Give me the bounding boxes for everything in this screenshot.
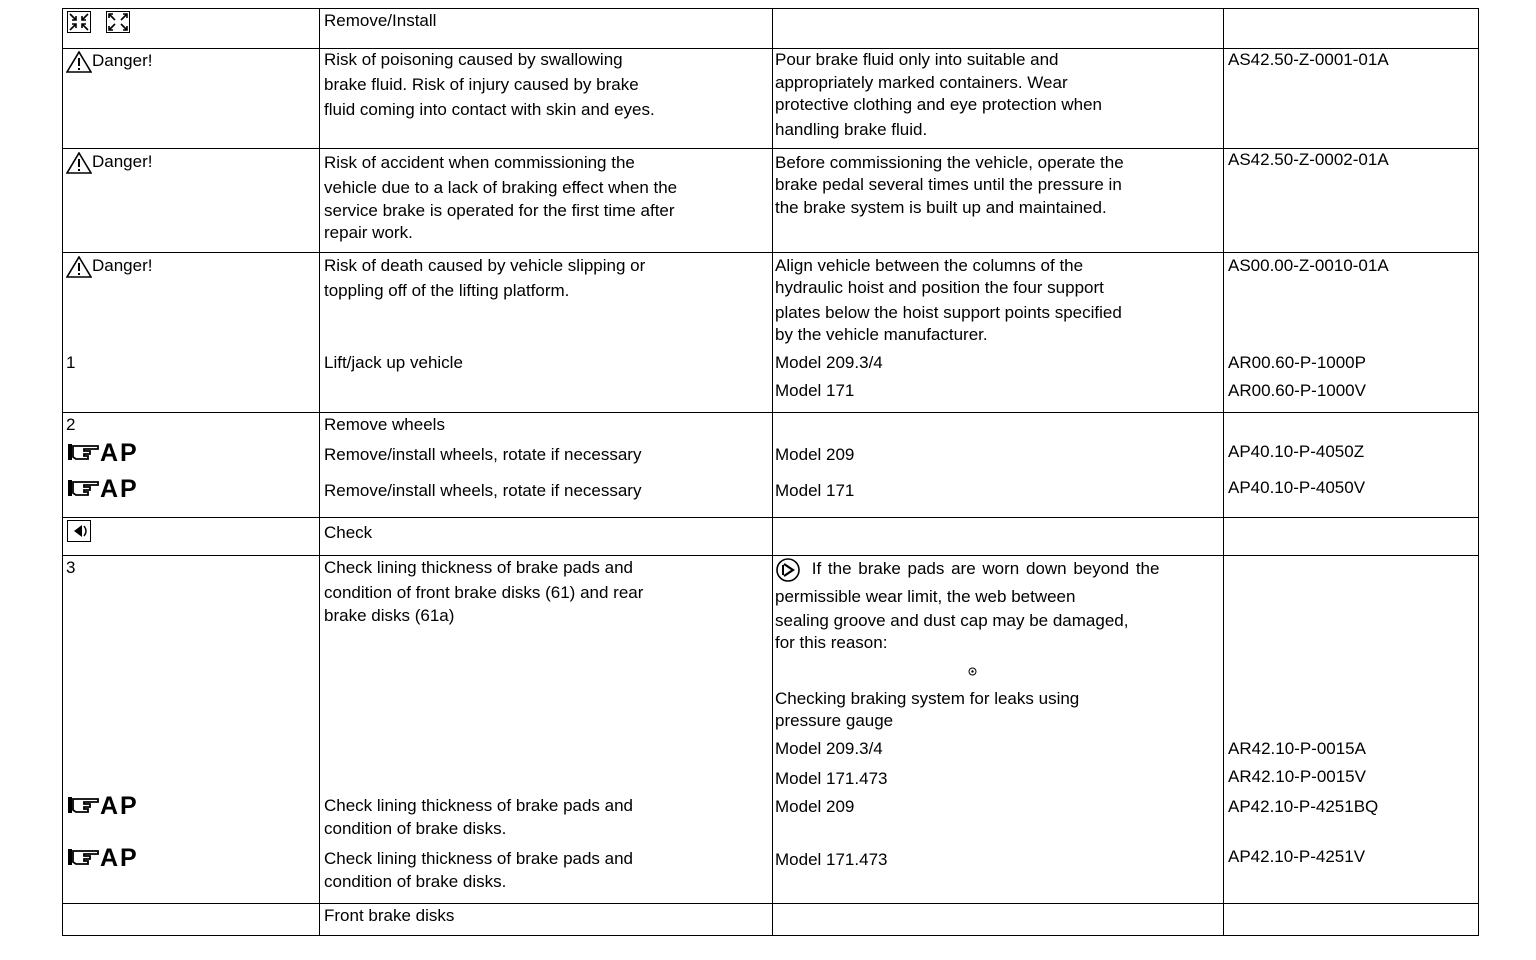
measure-text-line: plates below the hoist support points specified bbox=[775, 303, 1122, 322]
risk-text-line: Risk of accident when commissioning the bbox=[324, 153, 635, 172]
risk-text-line: fluid coming into contact with skin and eyes. bbox=[324, 100, 655, 119]
warning-triangle-icon bbox=[66, 256, 92, 278]
table-row-danger-death bbox=[62, 252, 1479, 412]
reference-link[interactable]: AR00.60-P-1000P bbox=[1228, 353, 1366, 372]
section-heading: Front brake disks bbox=[324, 906, 455, 925]
ap-label: AP bbox=[100, 439, 139, 467]
table-row-remove-install bbox=[62, 8, 1479, 48]
table-row-danger-accident bbox=[62, 148, 1479, 252]
warning-triangle-icon bbox=[66, 152, 92, 174]
reference-link[interactable]: AR00.60-P-1000V bbox=[1228, 381, 1366, 400]
ap-task-text: Check lining thickness of brake pads and bbox=[324, 796, 634, 815]
ap-task-text: Remove/install wheels, rotate if necessary bbox=[324, 445, 642, 464]
model-label: Model 209.3/4 bbox=[775, 353, 883, 372]
measure-text-line: by the vehicle manufacturer. bbox=[775, 325, 988, 344]
step-number: 2 bbox=[66, 415, 76, 434]
pointing-hand-icon bbox=[66, 793, 100, 817]
section-heading: Check bbox=[324, 523, 373, 542]
model-label: Model 209 bbox=[775, 797, 855, 816]
pointing-hand-icon bbox=[66, 845, 100, 869]
step-text: Lift/jack up vehicle bbox=[324, 353, 463, 372]
warning-triangle-icon bbox=[66, 51, 92, 73]
danger-label: Danger! bbox=[92, 152, 153, 171]
ap-task-text: condition of brake disks. bbox=[324, 872, 507, 891]
table-row-remove-wheels bbox=[62, 412, 1479, 517]
risk-text-line: toppling off of the lifting platform. bbox=[324, 281, 570, 300]
check-icon bbox=[67, 520, 91, 542]
reference-link[interactable]: AS00.00-Z-0010-01A bbox=[1228, 256, 1389, 275]
risk-text-line: service brake is operated for the first time after bbox=[324, 201, 675, 220]
model-label: Model 209.3/4 bbox=[775, 739, 883, 758]
measure-text-line: Align vehicle between the columns of the bbox=[775, 256, 1084, 275]
model-label: Model 209 bbox=[775, 445, 855, 464]
model-label: Model 171.473 bbox=[775, 769, 888, 788]
pointing-hand-icon bbox=[66, 440, 100, 464]
risk-text-line: repair work. bbox=[324, 223, 413, 242]
ap-label: AP bbox=[100, 475, 139, 503]
note-text-line: for this reason: bbox=[775, 633, 888, 652]
leak-check-line: pressure gauge bbox=[775, 711, 894, 730]
section-heading: Remove/Install bbox=[324, 11, 437, 30]
risk-text-line: Risk of death caused by vehicle slipping or bbox=[324, 256, 646, 275]
table-row-check-lining bbox=[62, 555, 1479, 903]
ap-label: AP bbox=[100, 844, 139, 872]
reference-link[interactable]: AR42.10-P-0015A bbox=[1228, 739, 1366, 758]
risk-text-line: vehicle due to a lack of braking effect when the bbox=[324, 178, 678, 197]
note-text-line: If the brake pads are worn down beyond the bbox=[811, 559, 1160, 579]
table-row-danger-poisoning bbox=[62, 48, 1479, 148]
note-text-line: permissible wear limit, the web between bbox=[775, 587, 1076, 606]
step-number: 3 bbox=[66, 558, 76, 577]
measure-text-line: brake pedal several times until the pressure in bbox=[775, 175, 1122, 194]
step-text-line: brake disks (61a) bbox=[324, 606, 455, 625]
danger-label: Danger! bbox=[92, 51, 153, 70]
step-text-line: Check lining thickness of brake pads and bbox=[324, 558, 634, 577]
table-row-front-brake-disks bbox=[62, 903, 1479, 936]
reference-link[interactable]: AP40.10-P-4050V bbox=[1228, 478, 1366, 497]
ap-task-text: Remove/install wheels, rotate if necessary bbox=[324, 481, 642, 500]
measure-text-line: Before commissioning the vehicle, operate the bbox=[775, 153, 1124, 172]
reference-link[interactable]: AS42.50-Z-0002-01A bbox=[1228, 150, 1389, 169]
small-gear-icon bbox=[968, 667, 977, 676]
reference-link[interactable]: AP42.10-P-4251V bbox=[1228, 847, 1366, 866]
note-text-line: sealing groove and dust cap may be damaged, bbox=[775, 611, 1129, 630]
risk-text-line: brake fluid. Risk of injury caused by brake bbox=[324, 75, 639, 94]
measure-text-line: hydraulic hoist and position the four support bbox=[775, 278, 1104, 297]
note-icon bbox=[775, 558, 801, 582]
danger-label: Danger! bbox=[92, 256, 153, 275]
remove-icon bbox=[67, 11, 91, 33]
model-label: Model 171 bbox=[775, 381, 855, 400]
ap-task-text: condition of brake disks. bbox=[324, 819, 507, 838]
reference-link[interactable]: AR42.10-P-0015V bbox=[1228, 767, 1366, 786]
reference-link[interactable]: AS42.50-Z-0001-01A bbox=[1228, 50, 1389, 69]
reference-link[interactable]: AP42.10-P-4251BQ bbox=[1228, 797, 1379, 816]
install-icon bbox=[106, 11, 130, 33]
reference-link[interactable]: AP40.10-P-4050Z bbox=[1228, 442, 1365, 461]
pointing-hand-icon bbox=[66, 476, 100, 500]
measure-text-line: the brake system is built up and maintained. bbox=[775, 198, 1107, 217]
risk-text-line: Risk of poisoning caused by swallowing bbox=[324, 50, 623, 69]
measure-text-line: protective clothing and eye protection when bbox=[775, 95, 1102, 114]
leak-check-line: Checking braking system for leaks using bbox=[775, 689, 1080, 708]
step-number: 1 bbox=[66, 353, 76, 372]
table-row-check bbox=[62, 517, 1479, 555]
ap-task-text: Check lining thickness of brake pads and bbox=[324, 849, 634, 868]
ap-label: AP bbox=[100, 792, 139, 820]
measure-text-line: Pour brake fluid only into suitable and bbox=[775, 50, 1059, 69]
step-title: Remove wheels bbox=[324, 415, 445, 434]
measure-text-line: appropriately marked containers. Wear bbox=[775, 73, 1068, 92]
model-label: Model 171.473 bbox=[775, 850, 888, 869]
step-text-line: condition of front brake disks (61) and rear bbox=[324, 583, 644, 602]
model-label: Model 171 bbox=[775, 481, 855, 500]
measure-text-line: handling brake fluid. bbox=[775, 120, 928, 139]
